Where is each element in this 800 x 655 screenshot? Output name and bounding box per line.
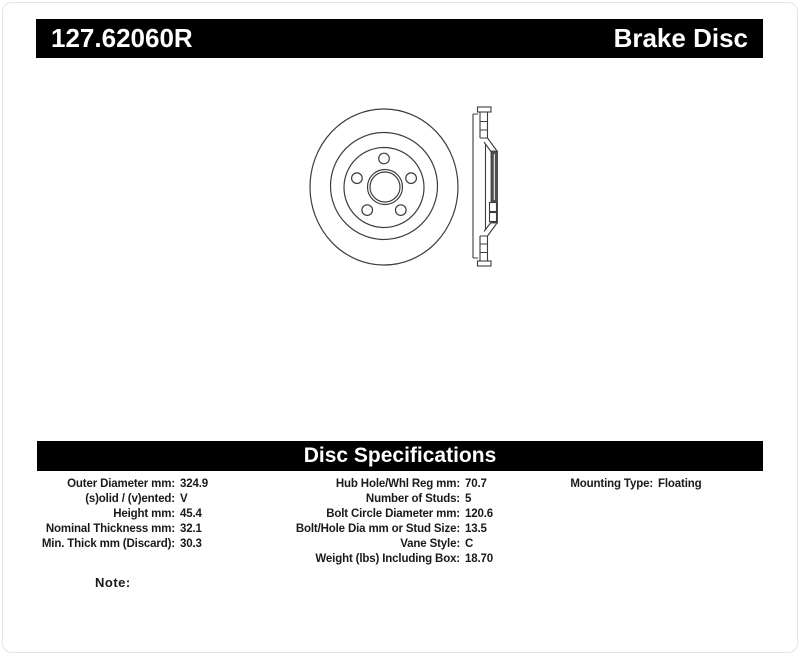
disc-cross-section-view-icon [473, 107, 498, 266]
product-type-title: Brake Disc [613, 23, 748, 53]
spec-label: Number of Studs: [365, 492, 460, 505]
brake-disc-drawing-svg [290, 95, 540, 280]
spec-row [38, 537, 208, 552]
spec-column-middle [284, 477, 493, 566]
spec-value: Floating [658, 478, 702, 490]
spec-label: Min. Thick mm (Discard): [41, 537, 175, 550]
part-number: 127.62060R [51, 23, 193, 53]
title-bar [36, 19, 763, 58]
spec-label: Bolt/Hole Dia mm or Stud Size: [295, 522, 460, 535]
spec-label: Outer Diameter mm: [67, 478, 175, 490]
spec-value: V [180, 492, 188, 505]
spec-row [284, 522, 493, 537]
spec-column-left [38, 477, 208, 552]
spec-row [38, 477, 208, 492]
spec-value: 45.4 [180, 507, 202, 520]
spec-value: 70.7 [465, 478, 487, 490]
spec-row [284, 492, 493, 507]
spec-value: 30.3 [180, 537, 202, 550]
disc-front-view-icon [310, 109, 458, 265]
spec-label: Height mm: [113, 507, 175, 520]
spec-value: 5 [465, 492, 472, 505]
spec-value: 13.5 [465, 522, 487, 535]
brake-disc-drawing [290, 95, 540, 280]
spec-value: 18.70 [465, 552, 494, 565]
spec-label: Nominal Thickness mm: [45, 522, 175, 535]
section-title: Disc Specifications [303, 444, 497, 467]
note-label: Note: [95, 575, 131, 590]
spec-label: (s)olid / (v)ented: [85, 492, 175, 505]
spec-row [284, 477, 493, 492]
spec-row [553, 477, 702, 492]
spec-value: 324.9 [180, 478, 209, 490]
spec-label: Mounting Type: [570, 478, 653, 490]
section-title-bar [37, 441, 763, 471]
spec-row [284, 537, 493, 552]
spec-value: 32.1 [180, 522, 202, 535]
spec-row [284, 552, 493, 567]
spec-label: Vane Style: [400, 537, 460, 550]
spec-label: Bolt Circle Diameter mm: [326, 507, 460, 520]
spec-value: 120.6 [465, 507, 494, 520]
spec-column-right [553, 477, 702, 492]
spec-row [38, 507, 208, 522]
spec-value: C [465, 537, 474, 550]
spec-label: Hub Hole/Whl Reg mm: [335, 478, 460, 490]
spec-label: Weight (lbs) Including Box: [315, 552, 460, 565]
spec-row [38, 492, 208, 507]
spec-row [38, 522, 208, 537]
spec-row [284, 507, 493, 522]
